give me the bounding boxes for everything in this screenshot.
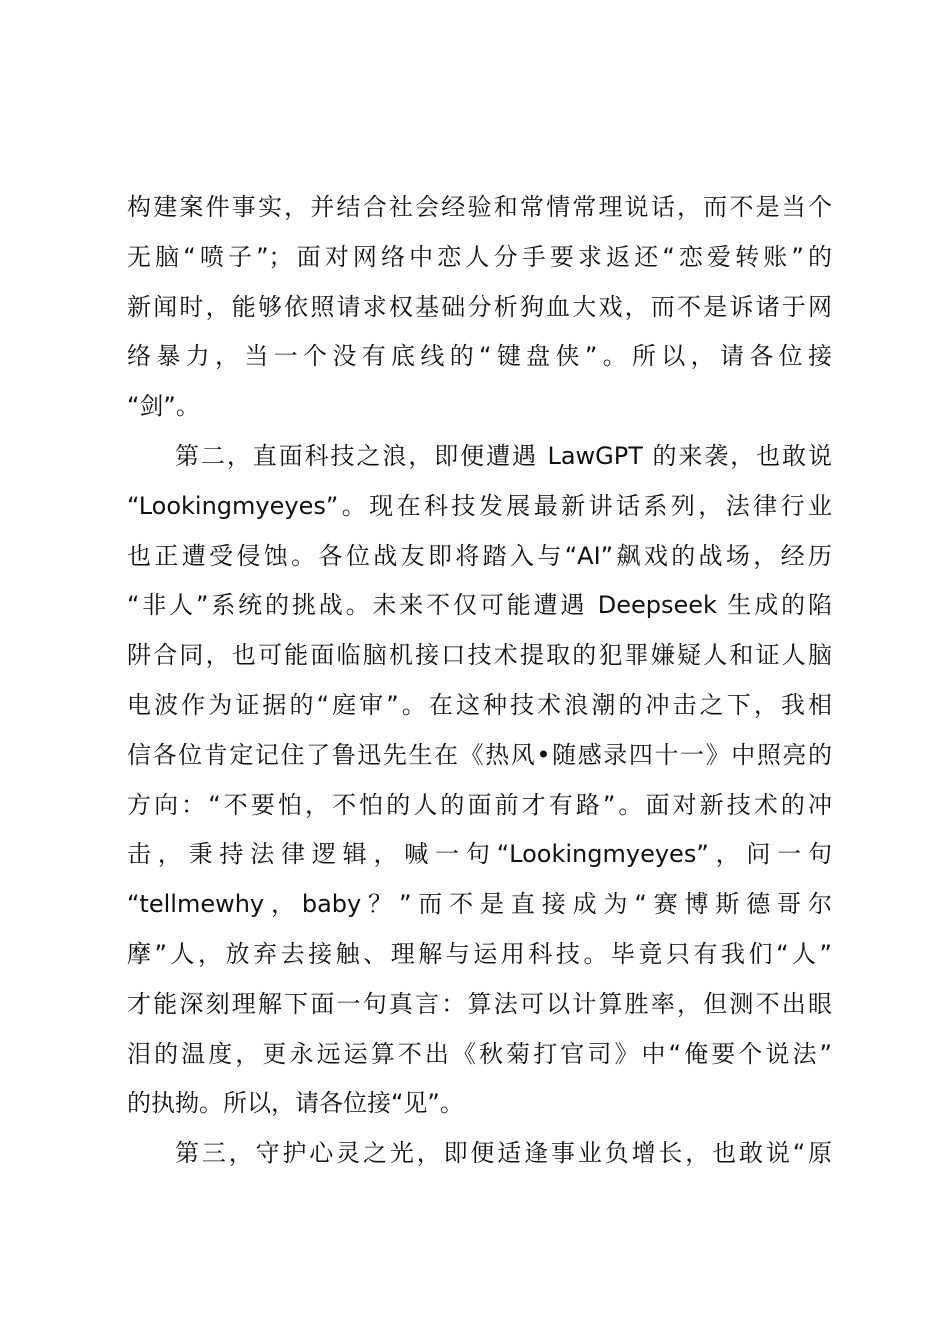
- text-line: “Lookingmyeyes”。现在科技发展最新讲话系列，法律行业: [127, 491, 832, 520]
- text-line: 电波作为证据的“庭审”。在这种技术浪潮的冲击之下，我相: [127, 690, 832, 719]
- paragraph-2: [127, 432, 832, 1129]
- text-line: 泪的温度，更永远运算不出《秋菊打官司》中“俺要个说法”: [127, 1039, 832, 1068]
- text-line: 新闻时，能够依照请求权基础分析狗血大戏，而不是诉诸于网: [127, 292, 832, 321]
- paragraph-3: [127, 1129, 832, 1179]
- text-line: 无脑“喷子”；面对网络中恋人分手要求返还“恋爱转账”的: [127, 242, 832, 271]
- text-line: 络暴力，当一个没有底线的“键盘侠”。所以，请各位接: [127, 342, 832, 371]
- text-line: “非人”系统的挑战。未来不仅可能遭遇 Deepseek 生成的陷: [127, 591, 832, 620]
- text-line: 第二，直面科技之浪，即便遭遇 LawGPT 的来袭，也敢说: [175, 441, 832, 470]
- text-line: 第三，守护心灵之光，即便适逢事业负增长，也敢说“原: [175, 1139, 832, 1168]
- text-line: 构建案件事实，并结合社会经验和常情常理说话，而不是当个: [127, 193, 832, 221]
- paragraph-1: [127, 183, 832, 432]
- text-line: 的执拗。所以，请各位接“见”。: [127, 1089, 464, 1118]
- text-line: 阱合同，也可能面临脑机接口技术提取的犯罪嫌疑人和证人脑: [127, 641, 832, 670]
- text-line: “tellmewhy，baby？”而不是直接成为“赛博斯德哥尔: [127, 890, 832, 919]
- text-line: 击，秉持法律逻辑，喊一句“Lookingmyeyes”，问一句: [127, 840, 832, 869]
- text-line: 也正遭受侵蚀。各位战友即将踏入与“AI”飙戏的战场，经历: [127, 541, 832, 570]
- text-line: 方向：“不要怕，不怕的人的面前才有路”。面对新技术的冲: [127, 790, 832, 819]
- text-line: “剑”。: [127, 392, 200, 421]
- body-text: [127, 183, 832, 1179]
- text-line: 信各位肯定记住了鲁迅先生在《热风•随感录四十一》中照亮的: [127, 740, 832, 769]
- text-line: 才能深刻理解下面一句真言：算法可以计算胜率，但测不出眼: [127, 989, 832, 1018]
- text-line: 摩”人，放弃去接触、理解与运用科技。毕竟只有我们“人”: [127, 939, 832, 968]
